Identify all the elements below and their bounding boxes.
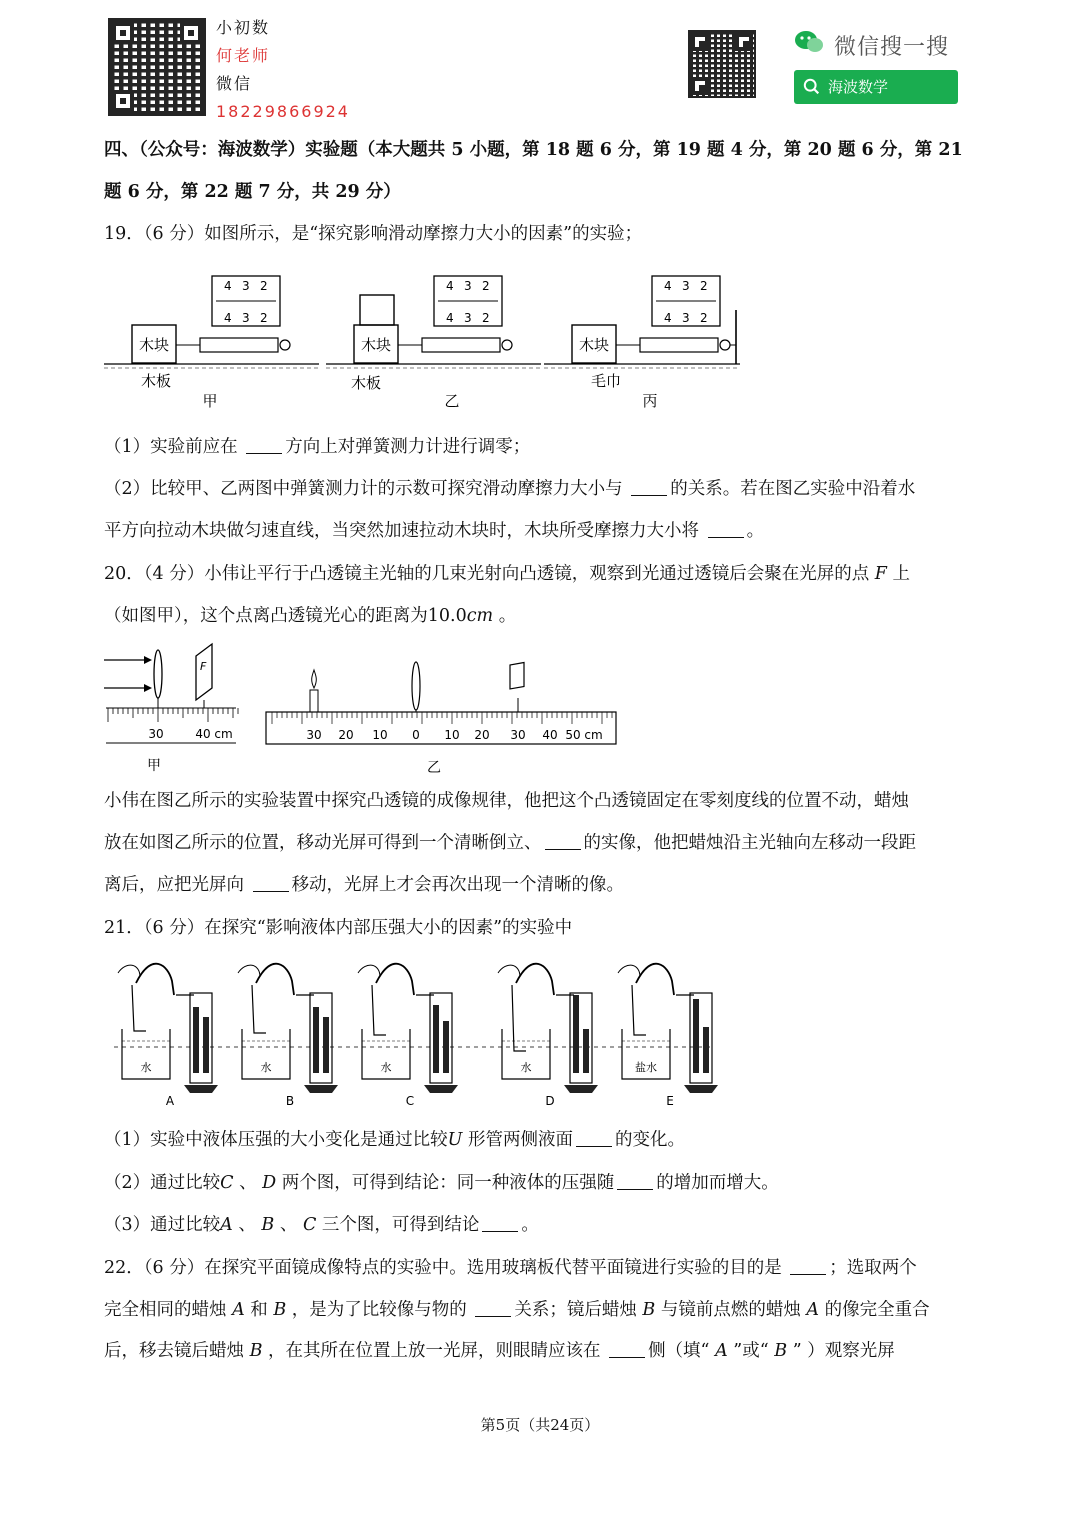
svg-text:2: 2 [482,279,490,293]
note-phone: 18229866924 [216,102,350,121]
qr-code-left [108,18,206,116]
q22-line3: 后，移去镜后蜡烛 B ，在其所在位置上放一光屏，则眼睛应该在 侧（填“ A ”或“ B ” ）观察光屏 [104,1341,895,1361]
svg-text:2: 2 [700,279,708,293]
liquid-label: 水 [140,1061,152,1074]
setup-label: D [545,1094,555,1108]
ruler-tick-label: 20 [338,728,354,742]
setup-label: E [666,1094,674,1108]
q19-setup-yi [326,276,541,410]
setup-label: C [405,1094,415,1108]
q20-figure-jia [104,644,238,774]
svg-text:30: 30 [148,727,164,741]
caption-jia: 甲 [147,758,161,774]
q19-setup-bing [544,276,740,410]
svg-text:4: 4 [224,311,232,325]
note-line-1: 小初数 [216,18,271,37]
q19-part2-cont: 平方向拉动木块做匀速直线，当突然加速拉动木块时，木块所受摩擦力大小将 。 [104,521,765,541]
setup-label: A [165,1094,175,1108]
section-heading-line2: 题 6 分，第 22 题 7 分，共 29 分） [104,182,401,202]
svg-text:4: 4 [446,311,454,325]
caption-yi: 乙 [427,760,441,776]
svg-text:2: 2 [260,279,268,293]
note-line-3: 微信 [216,74,253,93]
wechat-search-title: 微信搜一搜 [834,35,950,60]
svg-text:3: 3 [242,279,250,293]
q19-setup-jia [104,276,319,410]
svg-text:3: 3 [682,279,690,293]
manometer-setup [618,964,718,1108]
caption-jia: 甲 [202,392,218,410]
svg-text:毛巾: 毛巾 [590,372,622,390]
svg-text:3: 3 [242,311,250,325]
liquid-label: 盐水 [635,1061,657,1074]
page-footer: 第5页（共24页） [480,1416,600,1434]
q19-stem: 19．（6 分）如图所示，是“探究影响滑动摩擦力大小的因素”的实验； [104,224,643,244]
liquid-label: 水 [520,1061,532,1074]
wechat-search-button[interactable] [794,70,958,104]
svg-text:4: 4 [446,279,454,293]
q21-part2: （2）通过比较C 、 D 两个图，可得到结论：同一种液体的压强随 的增加而增大。 [104,1173,779,1193]
q20-text-2: 放在如图乙所示的位置，移动光屏可得到一个清晰倒立、 的实像，他把蜡烛沿主光轴向左移动一段距 [104,833,916,853]
caption-yi: 乙 [444,392,460,410]
ruler-tick-label: 10 [444,728,460,742]
q19-figure [104,268,754,418]
manometer-setup [498,964,598,1108]
setup-label: B [285,1094,295,1108]
svg-text:3: 3 [464,279,472,293]
svg-text:木块: 木块 [360,336,392,354]
search-icon [803,78,821,96]
ruler-tick-label: 20 [474,728,490,742]
q19-part2: （2）比较甲、乙两图中弹簧测力计的示数可探究滑动摩擦力大小与 的关系。若在图乙实验中沿着水 [104,479,916,499]
q21-figure [104,955,724,1115]
manometer-setup [118,964,218,1108]
wechat-search-label: 海波数学 [828,78,889,96]
svg-text:2: 2 [700,311,708,325]
liquid-label: 水 [380,1061,392,1074]
q21-part3: （3）通过比较A 、 B 、 C 三个图，可得到结论 。 [104,1215,539,1235]
note-line-2: 何老师 [216,46,271,65]
surface-label: 木板 [140,372,172,390]
q20-text-3: 离后，应把光屏向 移动，光屏上才会再次出现一个清晰的像。 [104,875,625,895]
svg-text:F: F [200,660,207,673]
svg-text:40 cm: 40 cm [195,727,233,741]
q22-line2: 完全相同的蜡烛 A 和 B ，是为了比较像与物的 关系；镜后蜡烛 B 与镜前点燃的蜡烛 A 的像完全重合 [104,1300,930,1320]
ruler-tick-label: 30 [306,728,322,742]
wechat-icon [794,30,824,54]
svg-text:2: 2 [260,311,268,325]
q20-stem-line1: 20．（4 分）小伟让平行于凸透镜主光轴的几束光射向凸透镜，观察到光通过透镜后会聚在光屏的点 F 上 [104,564,911,584]
q20-figure [104,640,624,780]
qr-code-right [688,30,756,98]
svg-text:3: 3 [464,311,472,325]
q22-line1: 22．（6 分）在探究平面镜成像特点的实验中。选用玻璃板代替平面镜进行实验的目的是 ；选取两个 [104,1258,917,1278]
ruler-tick-label: 10 [372,728,388,742]
svg-text:2: 2 [482,311,490,325]
caption-bing: 丙 [642,392,658,410]
svg-text:4: 4 [664,311,672,325]
header-contact [108,14,350,121]
manometer-setup [358,964,458,1108]
q21-part1: （1）实验中液体压强的大小变化是通过比较U 形管两侧液面 的变化。 [104,1130,685,1150]
section-heading-line1: 四、（公众号：海波数学）实验题（本大题共 5 小题，第 18 题 6 分，第 19 题 4 分，第 20 题 6 分，第 21 [104,140,963,160]
svg-text:4: 4 [664,279,672,293]
q20-stem-line2: （如图甲），这个点离凸透镜光心的距离为10.0cm 。 [104,606,517,626]
q19-part1: （1）实验前应在 方向上对弹簧测力计进行调零； [104,437,531,457]
liquid-label: 水 [260,1061,272,1074]
q21-stem: 21．（6 分）在探究“影响液体内部压强大小的因素”的实验中 [104,918,573,938]
svg-text:木块: 木块 [578,336,610,354]
q20-figure-yi [266,662,616,776]
q20-text-1: 小伟在图乙所示的实验装置中探究凸透镜的成像规律，他把这个凸透镜固定在零刻度线的位置不动，蜡烛 [104,791,909,811]
svg-text:4: 4 [224,279,232,293]
ruler-tick-label: 0 [412,728,420,742]
block-label: 木块 [138,336,170,354]
manometer-setup [238,964,338,1108]
ruler-tick-label: 50 cm [565,728,603,742]
svg-text:木板: 木板 [350,374,382,392]
ruler-tick-label: 40 [542,728,558,742]
svg-text:3: 3 [682,311,690,325]
ruler-tick-label: 30 [510,728,526,742]
